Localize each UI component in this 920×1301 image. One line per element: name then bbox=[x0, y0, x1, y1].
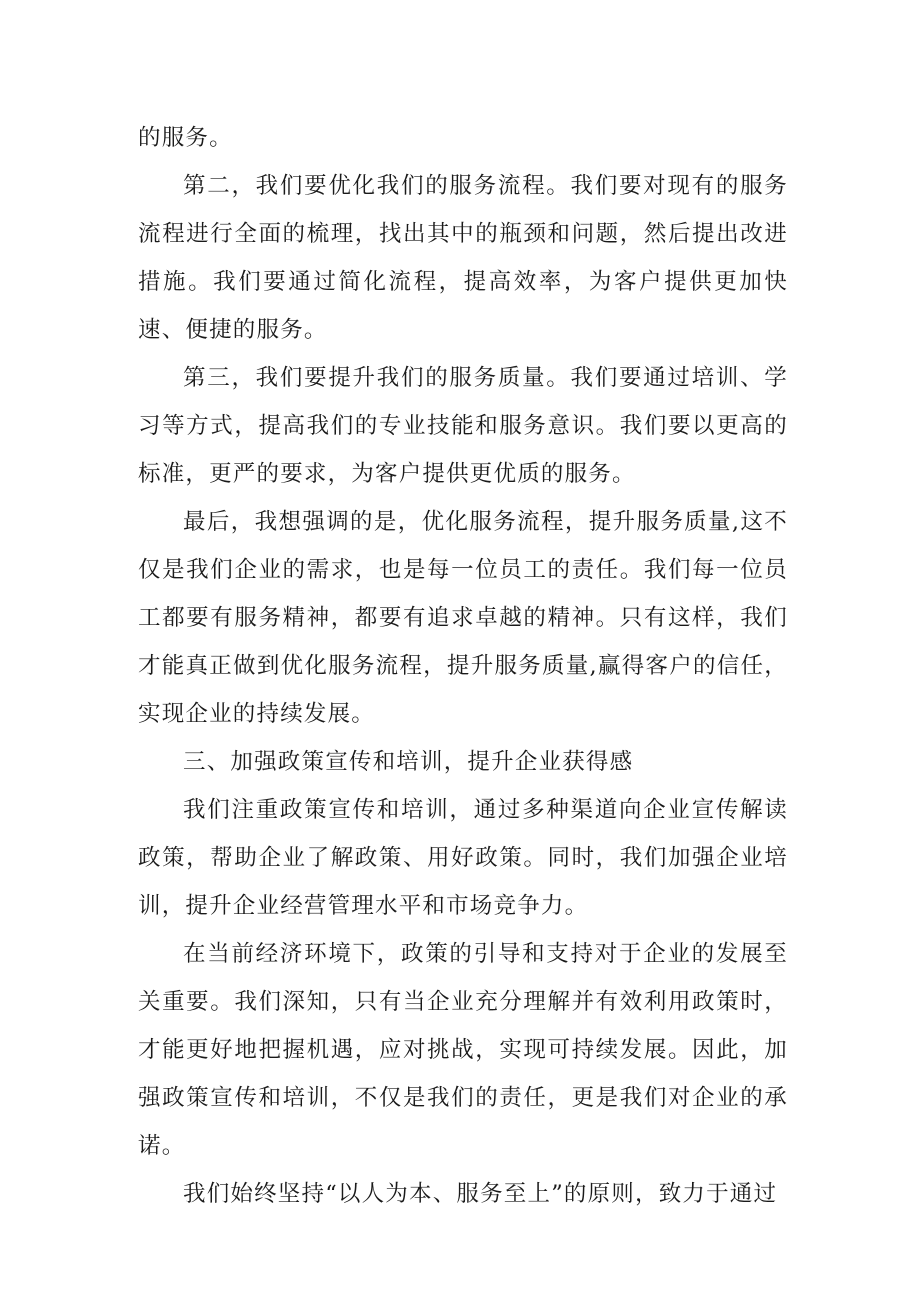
paragraph-economic-environment: 在当前经济环境下，政策的引导和支持对于企业的发展至关重要。我们深知，只有当企业充分理解并有效利用政策时，才能更好地把握机遇，应对挑战，实现可持续发展。因此，加强政策宣传和培训，不仅是我们的责任，更是我们对企业的承诺。 bbox=[138, 941, 788, 1159]
paragraph-third-point: 第三，我们要提升我们的服务质量。我们要通过培训、学习等方式，提高我们的专业技能和服务意识。我们要以更高的标准，更严的要求，为客户提供更优质的服务。 bbox=[138, 365, 788, 487]
paragraph-principle: 我们始终坚持“以人为本、服务至上”的原则，致力于通过 bbox=[183, 1181, 778, 1207]
document-body bbox=[138, 114, 788, 1218]
paragraph-policy-promotion: 我们注重政策宣传和培训，通过多种渠道向企业宣传解读政策，帮助企业了解政策、用好政策。同时，我们加强企业培训，提升企业经营管理水平和市场竞争力。 bbox=[138, 797, 788, 919]
section-heading: 三、加强政策宣传和培训，提升企业获得感 bbox=[183, 749, 634, 775]
paragraph-second-point: 第二，我们要优化我们的服务流程。我们要对现有的服务流程进行全面的梳理，找出其中的瓶颈和问题，然后提出改进措施。我们要通过简化流程，提高效率，为客户提供更加快速、便捷的服务。 bbox=[138, 173, 788, 343]
paragraph-continuation: 的服务。 bbox=[138, 125, 233, 151]
paragraph-conclusion: 最后，我想强调的是，优化服务流程，提升服务质量,这不仅是我们企业的需求，也是每一位员工的责任。我们每一位员工都要有服务精神，都要有追求卓越的精神。只有这样，我们才能真正做到优化服务流程，提升服务质量,赢得客户的信任，实现企业的持续发展。 bbox=[138, 509, 788, 727]
